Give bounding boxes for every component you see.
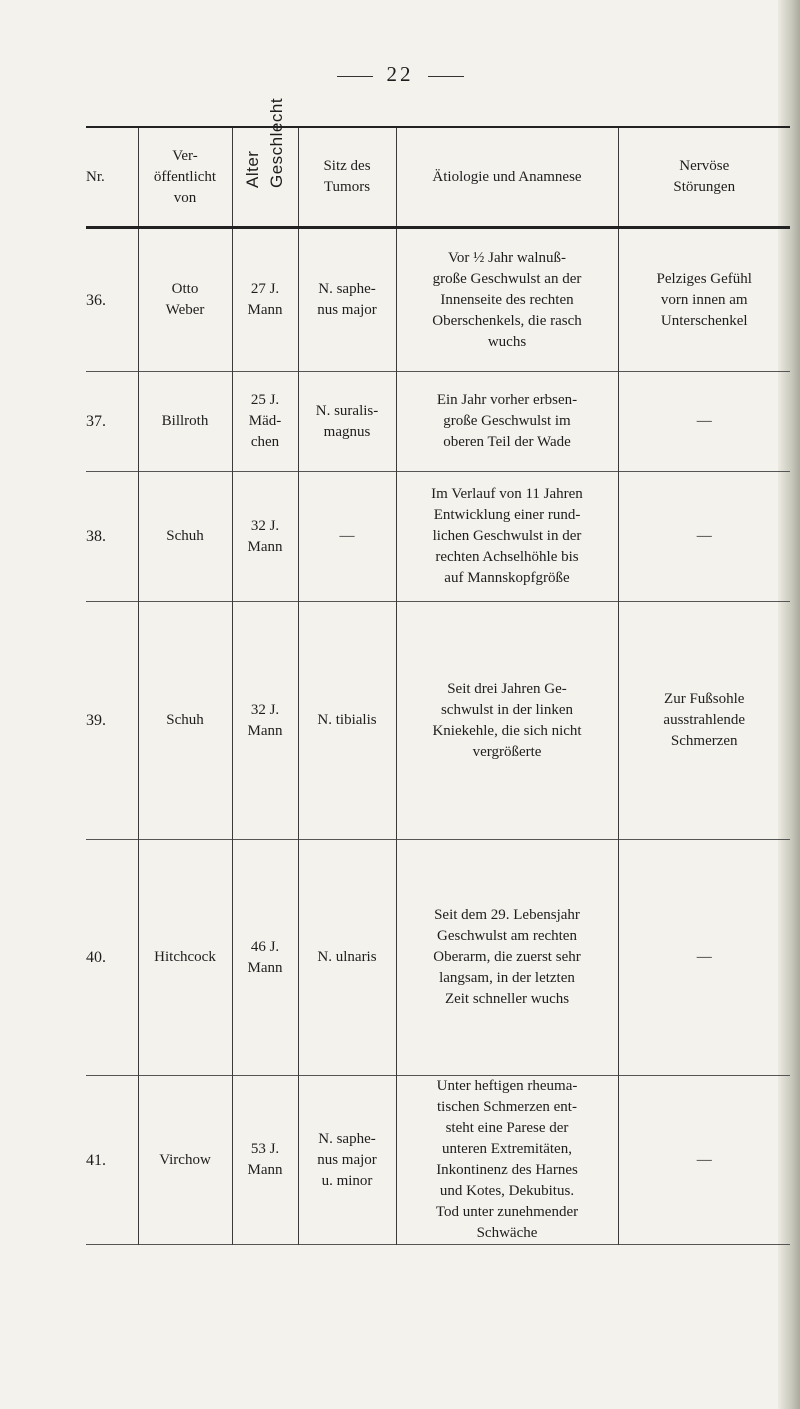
cell-nr [86,602,138,840]
cell-nervous [618,602,790,840]
cell-nr [86,372,138,472]
cell-nr-text: 38. [86,528,106,545]
header-published [138,127,232,228]
header-site-line2: Tumors [323,179,371,195]
cell-etiology-line: tischen Schmerzen ent- [437,1099,577,1115]
header-published-line2: öffentlicht [153,168,217,185]
cell-etiology-line: Kniekehle, die sich nicht [432,722,582,739]
cell-site [298,1076,396,1245]
cell-nervous-line: — [696,528,712,544]
cell-author [138,372,232,472]
cell-etiology-line: lichen Geschwulst in der [432,528,582,544]
table-row [86,228,790,372]
cell-author [138,472,232,602]
header-nervous-line2: Störungen [673,179,736,195]
header-age-sex-wrap [236,97,295,226]
cell-nr [86,228,138,372]
cell-site-line: N. tibialis [317,712,377,728]
cell-etiology-line: Innenseite des rechten [440,291,574,308]
cell-age-sex [232,1076,298,1245]
cell-age-sex [232,472,298,602]
cell-author-line: Billroth [161,413,209,429]
cell-etiology [396,228,618,372]
cell-etiology-line: Seit dem 29. Lebensjahr [434,907,580,923]
cell-nervous-line: — [696,413,712,429]
table-header [86,97,790,228]
cell-site-line: — [339,528,355,544]
cell-nervous [618,472,790,602]
cell-etiology-line: Seit drei Jahren Ge- [447,680,567,697]
cell-site-line: nus major [317,302,377,318]
cell-etiology-line: unteren Extremitäten, [442,1141,572,1157]
cell-age-sex-line: chen [250,434,280,450]
cell-etiology-line: große Geschwulst im [443,413,571,429]
header-nervous-line1: Nervöse [679,158,730,174]
cell-etiology [396,840,618,1076]
cell-age-sex-line: 32 J. [250,701,280,718]
cell-age-sex [232,602,298,840]
cell-age-sex-line: 53 J. [250,1141,280,1157]
cell-nervous [618,372,790,472]
cell-author-line: Virchow [159,1151,211,1168]
cell-etiology-line: Oberschenkels, die rasch [432,312,582,329]
cell-etiology-line: auf Mannskopfgröße [444,570,570,586]
cell-etiology-line: langsam, in der letzten [439,970,575,986]
cell-author [138,228,232,372]
cell-author-line: Weber [165,302,205,318]
cell-age-sex-line: Mann [247,959,283,976]
cell-etiology [396,372,618,472]
cell-site-line: u. minor [321,1172,373,1189]
cell-age-sex-line: 25 J. [250,392,280,408]
cell-site-line: N. ulnaris [317,949,377,965]
header-sex: Geschlecht [267,97,286,188]
table-row [86,372,790,472]
cell-nervous-line: Schmerzen [670,733,738,749]
cell-etiology-line: Im Verlauf von 11 Jahren [431,486,583,502]
cell-etiology-line: große Geschwulst an der [432,270,582,287]
cell-etiology-line: Entwicklung einer rund- [433,507,581,523]
cell-author-line: Schuh [166,712,204,728]
table-row [86,602,790,840]
cell-nr-text: 37. [86,413,106,430]
cell-age-sex-line: Mäd- [248,413,282,429]
cell-age-sex-line: 27 J. [250,281,280,297]
cell-etiology-line: Ein Jahr vorher erbsen- [436,392,578,408]
cell-nervous [618,840,790,1076]
cell-nervous-line: ausstrahlende [663,712,746,728]
cell-etiology-line: Schwäche [476,1225,538,1241]
header-nr [86,127,138,228]
cell-site [298,602,396,840]
case-table [86,97,790,1245]
cell-etiology-line: Unter heftigen rheuma- [436,1078,578,1094]
cell-site-line: magnus [323,423,371,440]
cell-etiology [396,472,618,602]
header-nervous [618,127,790,228]
cell-nervous-line: Pelziges Gefühl [656,270,752,287]
cell-etiology-line: Zeit schneller wuchs [444,991,570,1007]
header-site [298,127,396,228]
table-row [86,1076,790,1245]
cell-age-sex-line: Mann [247,538,283,555]
cell-etiology [396,1076,618,1245]
cell-author-line: Schuh [166,528,204,544]
cell-age-sex [232,372,298,472]
cell-author-line: Hitchcock [154,949,216,965]
cell-author [138,840,232,1076]
cell-nervous-line: — [696,949,712,965]
header-etiology [396,127,618,228]
cell-nervous [618,228,790,372]
cell-etiology-line: Geschwulst am rechten [437,928,577,944]
header-row [86,127,790,228]
cell-site-line: N. saphe- [318,1130,376,1147]
header-etiology-label: Ätiologie und Anamnese [432,168,582,185]
cell-author-line: Otto [171,281,199,297]
page-number: 22 [386,62,414,86]
page-number-header [0,62,800,87]
cell-etiology-line: Inkontinenz des Harnes [436,1162,578,1178]
cell-age-sex [232,840,298,1076]
cell-age-sex-line: 32 J. [250,517,280,534]
header-site-line1: Sitz des [323,158,371,174]
cell-age-sex-line: Mann [247,302,283,318]
cell-age-sex-line: Mann [247,1162,283,1178]
cell-site [298,372,396,472]
cell-nr [86,1076,138,1245]
header-nr-label: Nr. [86,168,105,185]
cell-etiology-line: und Kotes, Dekubitus. [439,1183,575,1199]
cell-etiology [396,602,618,840]
cell-nr-text: 41. [86,1151,106,1169]
header-dash-right [428,76,464,77]
cell-etiology-line: steht eine Parese der [445,1120,569,1136]
cell-nervous-line: Unterschenkel [660,312,748,329]
header-dash-left [337,76,373,77]
cell-etiology-line: oberen Teil der Wade [443,434,571,450]
cell-nervous-line: — [696,1151,712,1168]
cell-etiology-line: vergrößerte [472,743,542,760]
cell-site [298,840,396,1076]
cell-nr-text: 39. [86,712,106,729]
cell-etiology-line: rechten Achselhöhle bis [435,549,579,565]
table-row [86,840,790,1076]
cell-nervous [618,1076,790,1245]
header-published-line1: Ver- [172,147,198,164]
cell-author [138,602,232,840]
cell-site-line: N. saphe- [318,281,376,297]
table-body [86,228,790,1245]
cell-etiology-line: wuchs [487,333,527,350]
cell-nr [86,472,138,602]
cell-nervous-line: Zur Fußsohle [664,691,745,707]
table-row [86,472,790,602]
cell-site [298,228,396,372]
cell-etiology-line: Oberarm, die zuerst sehr [433,949,581,965]
cell-etiology-line: schwulst in der linken [440,701,574,718]
cell-nr [86,840,138,1076]
cell-age-sex [232,228,298,372]
header-published-line3: von [173,189,197,206]
cell-etiology-line: Tod unter zunehmender [435,1204,579,1220]
header-age-sex [232,97,298,228]
cell-etiology-line: Vor ½ Jahr walnuß- [447,249,567,266]
cell-age-sex-line: Mann [247,722,283,739]
cell-nervous-line: vorn innen am [660,291,748,308]
cell-site-line: nus major [317,1151,377,1168]
cell-nr-text: 36. [86,291,106,309]
header-age: Alter [243,150,262,188]
cell-age-sex-line: 46 J. [250,938,280,955]
cell-site-line: N. suralis- [315,402,379,419]
cell-site [298,472,396,602]
cell-nr-text: 40. [86,949,106,966]
cell-author [138,1076,232,1245]
